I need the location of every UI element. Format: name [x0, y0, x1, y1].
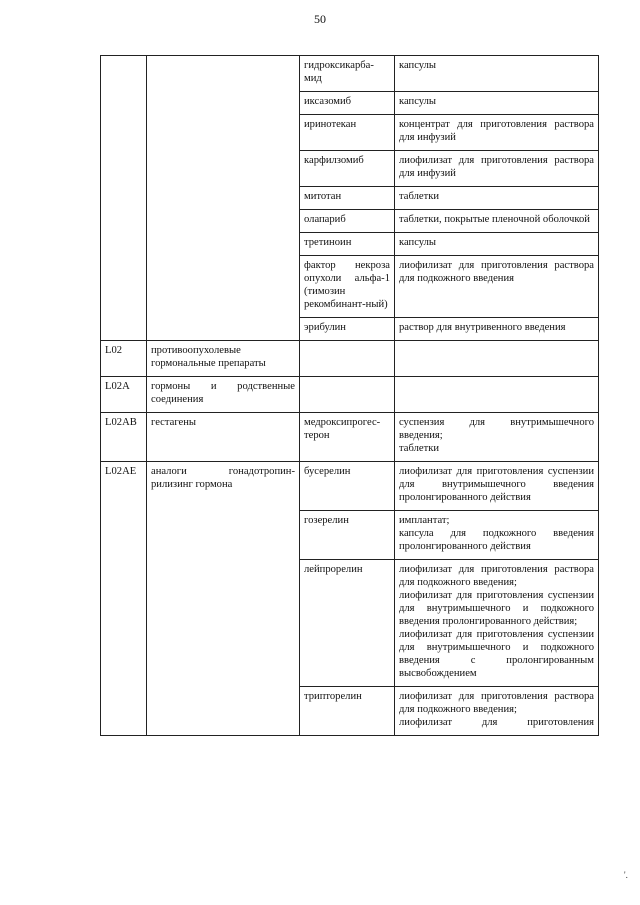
- form-cell: капсулы: [395, 92, 599, 115]
- drug-cell: трипторелин: [300, 687, 395, 736]
- form-line: лиофилизат для приготовления раствора для подкожного введения;: [399, 691, 594, 715]
- form-cell: [395, 687, 599, 736]
- group-cell: аналоги гонадотропин-рилизинг гормона: [147, 462, 300, 736]
- form-line: имплантат;: [399, 515, 450, 526]
- form-line: лиофилизат для приготовления суспензии для внутримышечного введения пролонгированного действия: [399, 466, 594, 503]
- drug-cell: иринотекан: [300, 115, 395, 151]
- drug-cell: медроксипрогес- терон: [300, 413, 395, 462]
- form-cell: концентрат для приготовления раствора для инфузий: [395, 115, 599, 151]
- drug-cell: митотан: [300, 187, 395, 210]
- drug-cell: эрибулин: [300, 318, 395, 341]
- drug-cell: фактор некроза опухоли альфа-1 (тимозин рекомбинант-ный): [300, 256, 395, 318]
- code-cell: L02AB: [101, 413, 147, 462]
- form-cell: [395, 511, 599, 560]
- form-line: лиофилизат для приготовления суспензии для внутримышечного и подкожного введения пролонгированного действия;: [399, 590, 594, 627]
- drug-cell: бусерелин: [300, 462, 395, 511]
- form-cell: таблетки: [395, 187, 599, 210]
- form-cell: лиофилизат для приготовления раствора для инфузий: [395, 151, 599, 187]
- drug-cell: карфилзомиб: [300, 151, 395, 187]
- form-line: капсула для подкожного введения пролонгированного действия: [399, 528, 594, 552]
- code-cell: L02: [101, 341, 147, 377]
- code-cell: L02AE: [101, 462, 147, 736]
- table-row: [101, 377, 599, 413]
- form-cell: раствор для внутривенного введения: [395, 318, 599, 341]
- table-row: [101, 56, 599, 92]
- form-line: лиофилизат для приготовления: [399, 717, 594, 728]
- group-cell: противоопухолевые гормональные препараты: [147, 341, 300, 377]
- drug-cell: иксазомиб: [300, 92, 395, 115]
- drug-cell: [300, 341, 395, 377]
- drug-cell: лейпрорелин: [300, 560, 395, 687]
- form-cell: таблетки, покрытые пленочной оболочкой: [395, 210, 599, 233]
- form-cell: [395, 462, 599, 511]
- form-cell: [395, 377, 599, 413]
- form-cell: капсулы: [395, 56, 599, 92]
- form-cell: [395, 341, 599, 377]
- table-row: [101, 413, 599, 462]
- drug-cell: олапариб: [300, 210, 395, 233]
- form-cell: [395, 413, 599, 462]
- form-line: лиофилизат для приготовления раствора для подкожного введения;: [399, 564, 594, 588]
- drug-cell: [300, 377, 395, 413]
- drug-table: [100, 55, 599, 736]
- group-cell: гормоны и родственные соединения: [147, 377, 300, 413]
- table-row: [101, 462, 599, 511]
- table-row: [101, 341, 599, 377]
- group-cell: гестагены: [147, 413, 300, 462]
- group-cell: [147, 56, 300, 341]
- code-cell: [101, 56, 147, 341]
- margin-mark: '.: [624, 870, 628, 880]
- form-line: таблетки: [399, 443, 440, 454]
- form-line: суспензия для внутримышечного введения;: [399, 417, 594, 441]
- form-cell: капсулы: [395, 233, 599, 256]
- drug-cell: гозерелин: [300, 511, 395, 560]
- drug-cell: гидроксикарба- мид: [300, 56, 395, 92]
- page-number: 50: [314, 12, 326, 26]
- code-cell: L02A: [101, 377, 147, 413]
- form-line: лиофилизат для приготовления суспензии для внутримышечного и подкожного введения с пролонгированным высвобождением: [399, 629, 594, 679]
- drug-cell: третиноин: [300, 233, 395, 256]
- form-cell: [395, 560, 599, 687]
- form-cell: лиофилизат для приготовления раствора для подкожного введения: [395, 256, 599, 318]
